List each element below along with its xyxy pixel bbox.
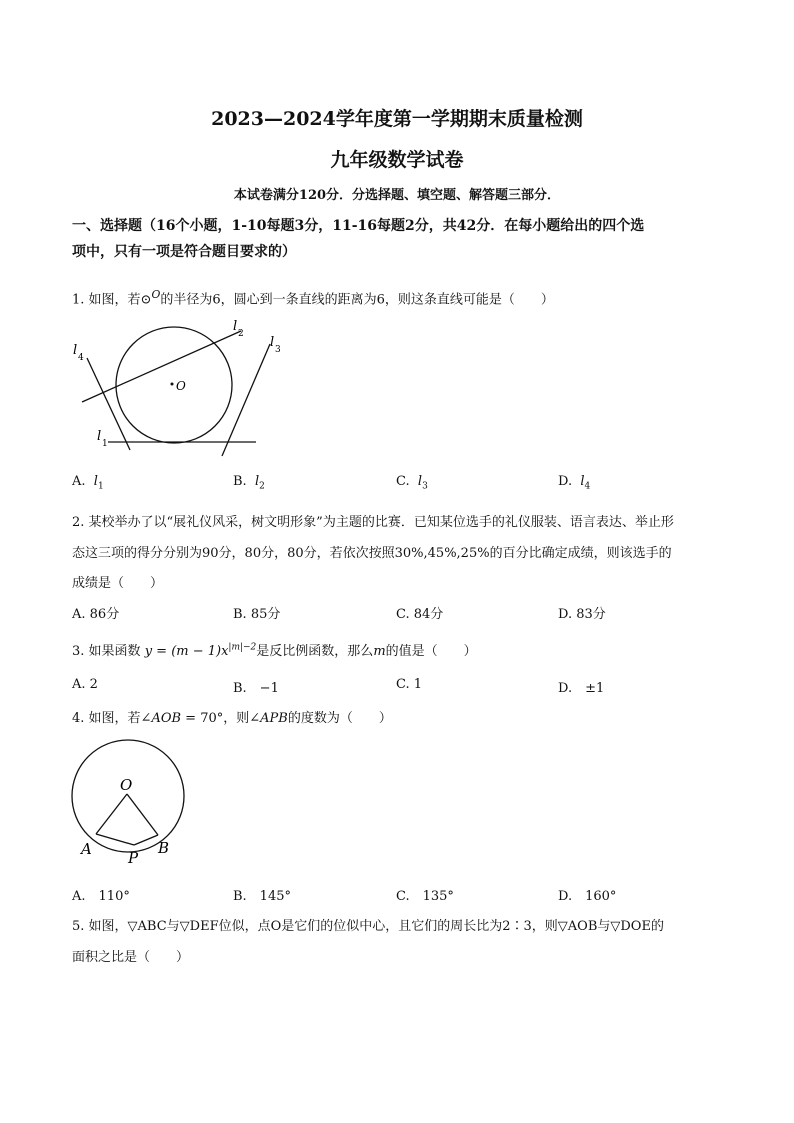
label-o-q4: O: [120, 776, 133, 794]
question-3-stem: 3. 如果函数 $y = (m - 1)x^{|m|-2}$是反比例函数，那么m的值是（ ）: [72, 642, 477, 659]
exam-subtitle: 九年级数学试卷: [330, 149, 464, 171]
circle-o: [116, 327, 232, 443]
label-l2: l: [233, 319, 238, 334]
question-2-line1: 2. 某校举办了以“展礼仪风采，树文明形象”为主题的比赛．已知某位选手的礼仪服装、语言表达、举止形: [72, 515, 674, 530]
function-exponent: |m|−2: [228, 642, 257, 653]
q2-option-a[interactable]: A. 86分: [72, 607, 120, 622]
label-l3-sub: 3: [275, 345, 281, 355]
segment-oa: [96, 794, 127, 834]
label-l1-sub: 1: [102, 439, 108, 449]
q4-option-c[interactable]: C. 135°: [396, 889, 454, 904]
question-2-line3: 成绩是（ ）: [72, 576, 164, 591]
circle-var-o: O: [151, 288, 161, 301]
q2-option-c[interactable]: C. 84分: [396, 607, 444, 622]
center-point-o: [171, 383, 174, 386]
label-l3: l: [270, 335, 275, 350]
line-l2: [82, 331, 241, 402]
q4-option-a[interactable]: A. 110°: [72, 889, 130, 904]
function-formula: y = (m − 1)x: [144, 644, 229, 659]
q3-option-a[interactable]: A. 2: [72, 677, 98, 692]
exam-title: 2023—2024学年度第一学期期末质量检测: [211, 108, 583, 130]
question-5-line2: 面积之比是（ ）: [72, 950, 190, 965]
q3-option-b[interactable]: B. −1: [233, 681, 279, 696]
section-heading-line1: 一、选择题（16个小题，1-10每题3分，11-16每题2分，共42分．在每小题给出的四个选: [72, 218, 645, 234]
q1-option-b[interactable]: B. $l_2$: [233, 474, 265, 492]
question-4-stem: 4. 如图，若∠AOB = 70°，则∠APB的度数为（ ）: [72, 711, 392, 726]
segment-pb: [134, 835, 158, 845]
segment-ap: [96, 834, 134, 845]
line-l4: [87, 358, 130, 450]
q2-option-d[interactable]: D. 83分: [558, 607, 606, 622]
line-l3: [222, 344, 270, 456]
label-o: O: [176, 379, 186, 393]
segment-ob: [127, 794, 158, 835]
label-l2-sub: 2: [238, 329, 244, 339]
section-heading: [72, 213, 724, 265]
section-heading-line2: 项中，只有一项是符合题目要求的）: [72, 244, 296, 260]
q4-option-b[interactable]: B. 145°: [233, 889, 291, 904]
label-l4-sub: 4: [78, 353, 84, 363]
label-p: P: [128, 849, 139, 867]
q1-option-d[interactable]: D. $l_4$: [558, 474, 591, 492]
question-2-line2: 态这三项的得分分别为90分，80分，80分，若依次按照30%,45%,25%的百分比确定成绩，则该选手的: [72, 546, 672, 561]
q1-option-a[interactable]: A. $l_1$: [72, 474, 104, 492]
question-4-figure: [66, 734, 218, 870]
q3-option-c[interactable]: C. 1: [396, 677, 423, 692]
question-5-line1: 5. 如图，▽ABC与▽DEF位似，点O是它们的位似中心，且它们的周长比为2∶3，则▽AOB与▽DOE的: [72, 919, 664, 934]
label-l1: l: [97, 429, 102, 444]
label-b: B: [158, 839, 170, 857]
q4-option-d[interactable]: D. 160°: [558, 889, 617, 904]
question-1-figure: [68, 316, 288, 458]
q2-option-b[interactable]: B. 85分: [233, 607, 281, 622]
question-1-stem: 1. 如图，若⊙$^O$的半径为6，圆心到一条直线的距离为6，则这条直线可能是（ ）: [72, 288, 554, 308]
q3-option-d[interactable]: D. ±1: [558, 681, 605, 696]
q1-option-c[interactable]: C. $l_3$: [396, 474, 428, 492]
label-l4: l: [73, 343, 78, 358]
label-a: A: [81, 840, 92, 858]
exam-note: 本试卷满分120分．分选择题、填空题、解答题三部分．: [233, 188, 561, 203]
